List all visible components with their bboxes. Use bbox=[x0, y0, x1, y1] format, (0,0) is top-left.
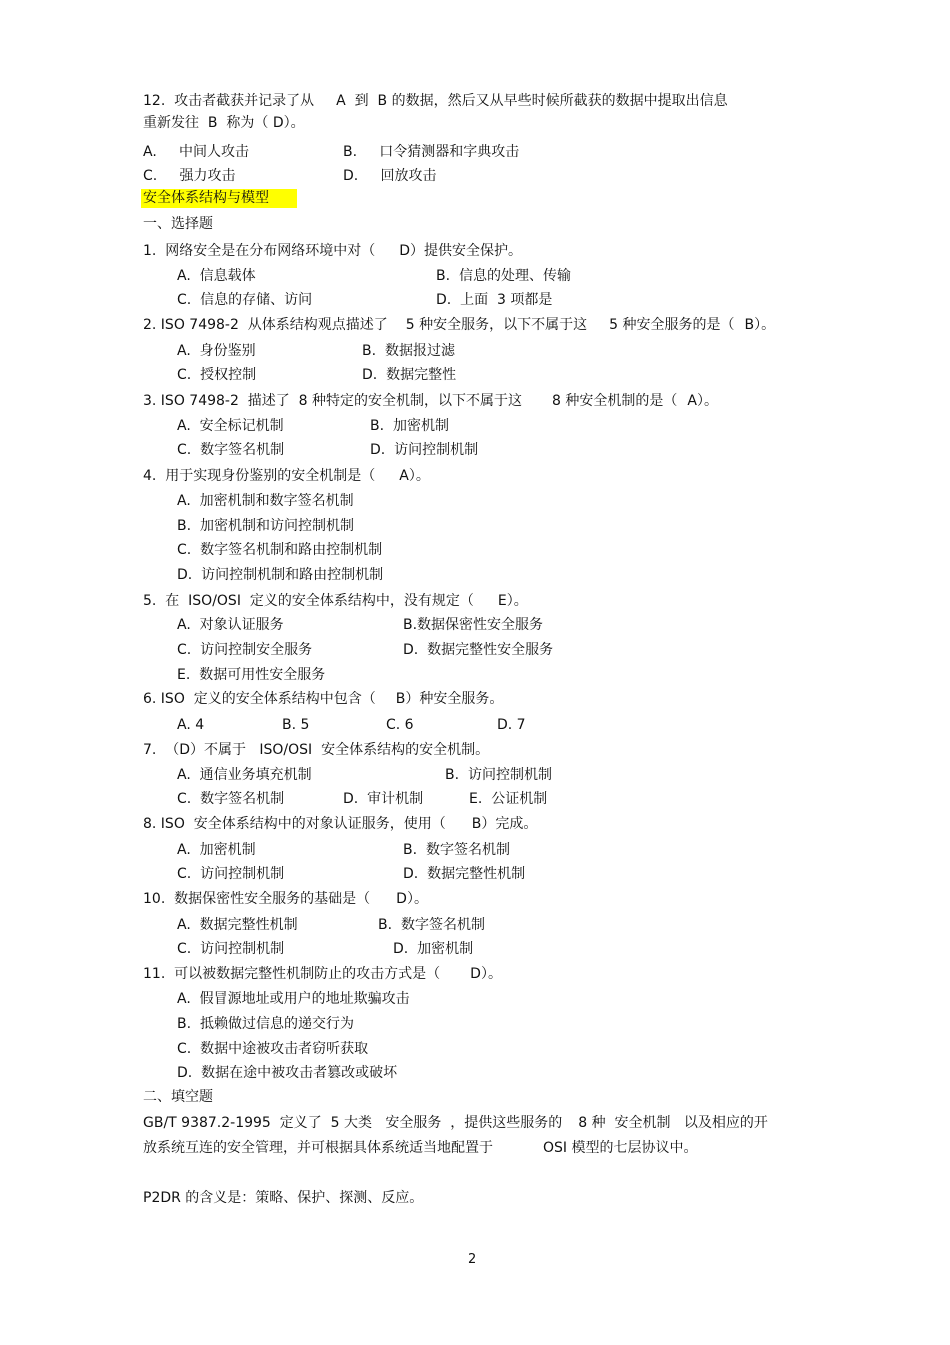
q10-option-d: D. 加密机制 bbox=[393, 941, 474, 957]
q3-option-c: C. 数字签名机制 bbox=[177, 442, 285, 458]
q11-option-d: D. 数据在途中被攻击者篡改或破坏 bbox=[177, 1065, 398, 1081]
q12-option-b: B. 口令猜测器和字典攻击 bbox=[343, 144, 520, 160]
part1-title: 一、选择题 bbox=[143, 216, 213, 232]
q8-stem: 8. ISO 安全体系结构中的对象认证服务，使用（ B）完成。 bbox=[143, 816, 538, 832]
q7-option-d: D. 审计机制 bbox=[343, 791, 424, 807]
q3-option-d: D. 访问控制机制 bbox=[370, 442, 479, 458]
q2-stem: 2. ISO 7498-2 从体系结构观点描述了 5 种安全服务，以下不属于这 5 种安全服务的是（ B）。 bbox=[143, 317, 776, 333]
q4-option-a: A. 加密机制和数字签名机制 bbox=[177, 493, 354, 509]
q7-option-e: E. 公证机制 bbox=[469, 791, 548, 807]
q7-option-a: A. 通信业务填充机制 bbox=[177, 767, 312, 783]
q4-option-c: C. 数字签名机制和路由控制机制 bbox=[177, 542, 383, 558]
q1-option-b: B. 信息的处理、传输 bbox=[436, 268, 571, 284]
q3-stem: 3. ISO 7498-2 描述了 8 种特定的安全机制，以下不属于这 8 种安全机制的是（ A）。 bbox=[143, 393, 718, 409]
q10-option-c: C. 访问控制机制 bbox=[177, 941, 285, 957]
q4-option-b: B. 加密机制和访问控制机制 bbox=[177, 518, 354, 534]
q2-option-d: D. 数据完整性 bbox=[362, 367, 457, 383]
q3-option-a: A. 安全标记机制 bbox=[177, 418, 284, 434]
q10-option-b: B. 数字签名机制 bbox=[378, 917, 485, 933]
q3-option-b: B. 加密机制 bbox=[370, 418, 449, 434]
q1-option-c: C. 信息的存储、访问 bbox=[177, 292, 313, 308]
q1-option-d: D. 上面 3 项都是 bbox=[436, 292, 553, 308]
q12-line-1: 12. 攻击者截获并记录了从 A 到 B 的数据，然后又从早些时候所截获的数据中提取出信息 bbox=[143, 93, 728, 109]
q7-option-b: B. 访问控制机制 bbox=[445, 767, 552, 783]
fill2-text: P2DR 的含义是：策略、保护、探测、反应。 bbox=[143, 1190, 424, 1206]
q4-option-d: D. 访问控制机制和路由控制机制 bbox=[177, 567, 384, 583]
q8-option-c: C. 访问控制机制 bbox=[177, 866, 285, 882]
q6-option-b: B. 5 bbox=[282, 717, 310, 733]
q4-stem: 4. 用于实现身份鉴别的安全机制是（ A）。 bbox=[143, 468, 430, 484]
q2-option-b: B. 数据报过滤 bbox=[362, 343, 455, 359]
q6-option-c: C. 6 bbox=[386, 717, 414, 733]
q1-stem: 1. 网络安全是在分布网络环境中对（ D）提供安全保护。 bbox=[143, 243, 523, 259]
q7-option-c: C. 数字签名机制 bbox=[177, 791, 285, 807]
q12-option-c: C. 强力攻击 bbox=[143, 168, 236, 184]
page-number: 2 bbox=[468, 1252, 477, 1267]
q11-option-c: C. 数据中途被攻击者窃听获取 bbox=[177, 1041, 369, 1057]
q8-option-d: D. 数据完整性机制 bbox=[403, 866, 526, 882]
q6-option-a: A. 4 bbox=[177, 717, 205, 733]
q2-option-c: C. 授权控制 bbox=[177, 367, 257, 383]
q11-stem: 11. 可以被数据完整性机制防止的攻击方式是（ D）。 bbox=[143, 966, 502, 982]
q5-option-c: C. 访问控制安全服务 bbox=[177, 642, 313, 658]
q6-option-d: D. 7 bbox=[497, 717, 526, 733]
q12-line-2: 重新发往 B 称为（ D）。 bbox=[143, 115, 305, 131]
q12-option-d: D. 回放攻击 bbox=[343, 168, 437, 184]
q5-option-e: E. 数据可用性安全服务 bbox=[177, 667, 326, 683]
q5-option-d: D. 数据完整性安全服务 bbox=[403, 642, 554, 658]
q7-stem: 7. （D）不属于 ISO/OSI 安全体系结构的安全机制。 bbox=[143, 742, 490, 758]
q11-option-a: A. 假冒源地址或用户的地址欺骗攻击 bbox=[177, 991, 410, 1007]
section-title-highlight: 安全体系结构与模型 bbox=[141, 189, 297, 208]
q8-option-b: B. 数字签名机制 bbox=[403, 842, 510, 858]
q12-option-a: A. 中间人攻击 bbox=[143, 144, 250, 160]
q1-option-a: A. 信息载体 bbox=[177, 268, 256, 284]
q5-option-a: A. 对象认证服务 bbox=[177, 617, 284, 633]
part2-title: 二、填空题 bbox=[143, 1089, 213, 1105]
q11-option-b: B. 抵赖做过信息的递交行为 bbox=[177, 1016, 354, 1032]
q8-option-a: A. 加密机制 bbox=[177, 842, 256, 858]
section-title bbox=[143, 189, 297, 207]
fill1-line-1: GB/T 9387.2-1995 定义了 5 大类 安全服务 ，提供这些服务的 8 种 安全机制 以及相应的开 bbox=[143, 1115, 768, 1131]
q5-option-b: B.数据保密性安全服务 bbox=[403, 617, 544, 633]
q6-stem: 6. ISO 定义的安全体系结构中包含（ B）种安全服务。 bbox=[143, 691, 504, 707]
fill1-line-2: 放系统互连的安全管理，并可根据具体系统适当地配置于 OSI 模型的七层协议中。 bbox=[143, 1140, 698, 1156]
q5-stem: 5. 在 ISO/OSI 定义的安全体系结构中，没有规定（ E）。 bbox=[143, 593, 528, 609]
q2-option-a: A. 身份鉴别 bbox=[177, 343, 256, 359]
q10-stem: 10. 数据保密性安全服务的基础是（ D）。 bbox=[143, 891, 428, 907]
q10-option-a: A. 数据完整性机制 bbox=[177, 917, 298, 933]
